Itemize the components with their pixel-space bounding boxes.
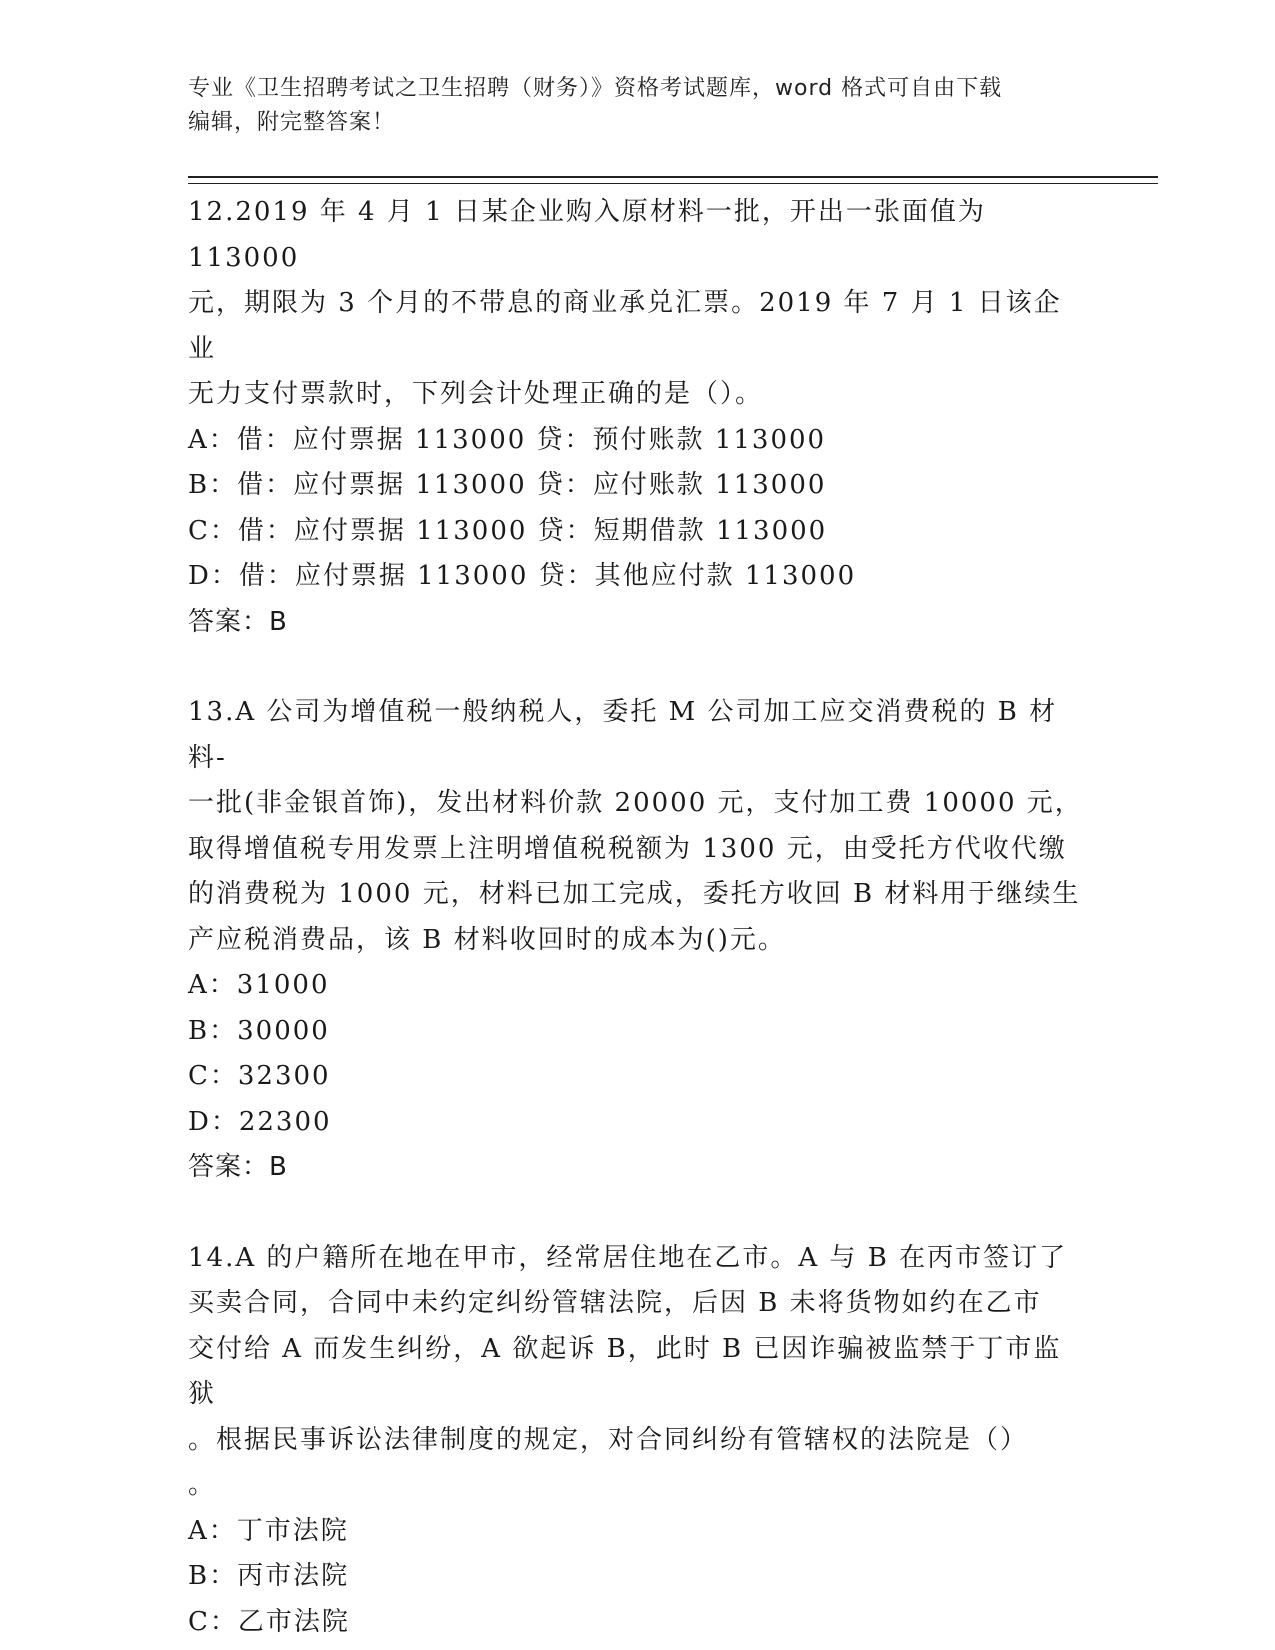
option-a: A：丁市法院 (188, 1515, 349, 1546)
question-spacer (188, 645, 1088, 690)
document-header (188, 72, 1068, 140)
header-line-1: 专业《卫生招聘考试之卫生招聘（财务）》资格考试题库，word 格式可自由下载 (188, 76, 1003, 101)
answer-line: 答案：B (188, 1152, 288, 1182)
question-list (188, 190, 1088, 1645)
question-stem-line: 13.A 公司为增值税一般纳税人，委托 M 公司加工应交消费税的 B 材料- (188, 697, 1058, 773)
option-c: C：乙市法院 (188, 1606, 350, 1637)
header-divider-thin (188, 183, 1158, 184)
header-line-2: 编辑，附完整答案！ (188, 110, 396, 135)
question-12 (188, 190, 1088, 645)
option-d: D：借：应付票据 113000 贷：其他应付款 113000 (188, 561, 857, 591)
option-b: B：借：应付票据 113000 贷：应付账款 113000 (188, 470, 827, 500)
option-a: A：31000 (188, 970, 330, 1000)
question-stem-line: 。 (188, 1470, 217, 1500)
option-c: C：32300 (188, 1061, 331, 1091)
header-divider-thick (188, 176, 1158, 178)
option-c: C：借：应付票据 113000 贷：短期借款 113000 (188, 515, 828, 546)
option-d: D：22300 (188, 1106, 332, 1137)
question-stem-line: 的消费税为 1000 元，材料已加工完成，委托方收回 B 材料用于继续生 (188, 879, 1081, 909)
option-a: A：借：应付票据 113000 贷：预付账款 113000 (188, 424, 827, 455)
question-stem-line: 12.2019 年 4 月 1 日某企业购入原材料一批，开出一张面值为 113000 (188, 197, 997, 273)
question-stem-line: 一批(非金银首饰)，发出材料价款 20000 元，支付加工费 10000 元， (188, 788, 1083, 818)
question-stem-line: 产应税消费品，该 B 材料收回时的成本为()元。 (188, 924, 786, 955)
question-14 (188, 1236, 1088, 1646)
question-stem-line: 买卖合同，合同中未约定纠纷管辖法院，后因 B 未将货物如约在乙市 (188, 1288, 1042, 1318)
option-b: B：30000 (188, 1015, 330, 1046)
question-stem-line: 14.A 的户籍所在地在甲市，经常居住地在乙市。A 与 B 在丙市签订了 (188, 1242, 1068, 1273)
question-stem-line: 元，期限为 3 个月的不带息的商业承兑汇票。2019 年 7 月 1 日该企业 (188, 288, 1062, 364)
answer-line: 答案：B (188, 606, 288, 637)
question-13 (188, 690, 1088, 1191)
question-stem-line: 交付给 A 而发生纠纷，A 欲起诉 B，此时 B 已因诈骗被监禁于丁市监狱 (188, 1333, 1062, 1409)
question-spacer (188, 1191, 1088, 1236)
question-stem-line: 。根据民事诉讼法律制度的规定，对合同纠纷有管辖权的法院是（） (188, 1424, 1029, 1455)
question-stem-line: 取得增值税专用发票上注明增值税税额为 1300 元，由受托方代收代缴 (188, 833, 1067, 864)
option-b: B：丙市法院 (188, 1561, 350, 1591)
question-stem-line: 无力支付票款时，下列会计处理正确的是（）。 (188, 379, 764, 409)
